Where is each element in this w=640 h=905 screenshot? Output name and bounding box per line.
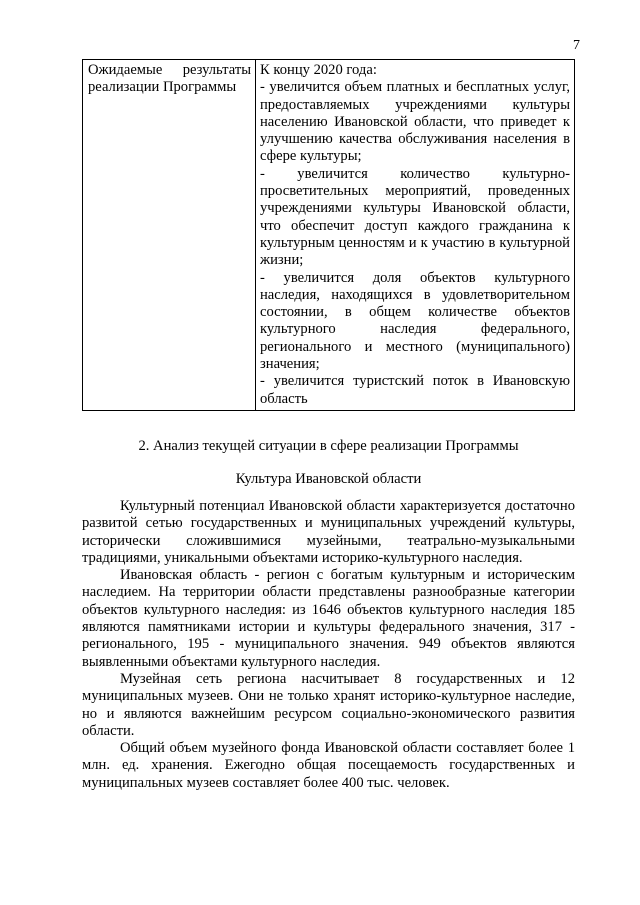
table-content-cell (256, 60, 575, 411)
paragraph: Ивановская область - регион с богатым культурным и историческим наследием. На территории области представлены разнообразные категории объектов культурного наследия: из 1646 объектов культурного наследия 185 являются памятниками истории и культуры федерального значения, 317 - регионального, 195 - муниципального значения. 949 объектов являются выявленными объектами культурного наследия. (82, 567, 575, 670)
program-results-table (82, 59, 575, 411)
table-intro: К концу 2020 года: (260, 62, 377, 78)
paragraph: Музейная сеть региона насчитывает 8 государственных и 12 муниципальных музеев. Они не только хранят историко-культурное наследие, но и являются важнейшим ресурсом социально-экономического развития области. (82, 670, 575, 739)
list-item: - увеличится объем платных и бесплатных услуг, предоставляемых учреждениями культуры населению Ивановской области, что приведет к улучшению качества обслуживания населения в сфере культуры; (260, 79, 570, 165)
page-number: 7 (573, 38, 580, 53)
list-item: - увеличится количество культурно-просветительных мероприятий, проведенных учреждениями культуры Ивановской области, что обеспечит доступ каждого гражданина к культурным ценностям и к участию в культурной жизни; (260, 165, 570, 269)
list-item: - увеличится доля объектов культурного наследия, находящихся в удовлетворительном состоянии, в общем количестве объектов культурного наследия федерального, регионального и местного (муниципального) значения; (260, 269, 570, 373)
table-row (83, 60, 575, 411)
table-label: Ожидаемые результаты реализации Программы (88, 62, 251, 96)
list-item: - увеличится туристский поток в Ивановскую область (260, 373, 570, 407)
section-heading: 2. Анализ текущей ситуации в сфере реализации Программы (138, 438, 519, 454)
paragraph: Культурный потенциал Ивановской области характеризуется достаточно развитой сетью государственных и муниципальных учреждений культуры, исторически сложившимися музейными, театрально-музыкальными традициями, уникальными объектами историко-культурного наследия. (82, 498, 575, 566)
subheading: Культура Ивановской области (235, 471, 422, 487)
paragraph: Общий объем музейного фонда Ивановской области составляет более 1 млн. ед. хранения. Ежегодно общая посещаемость государственных и муниципальных музеев составляет более 400 тыс. человек. (82, 740, 575, 791)
table-label-cell (83, 60, 256, 411)
body-text (82, 498, 575, 792)
